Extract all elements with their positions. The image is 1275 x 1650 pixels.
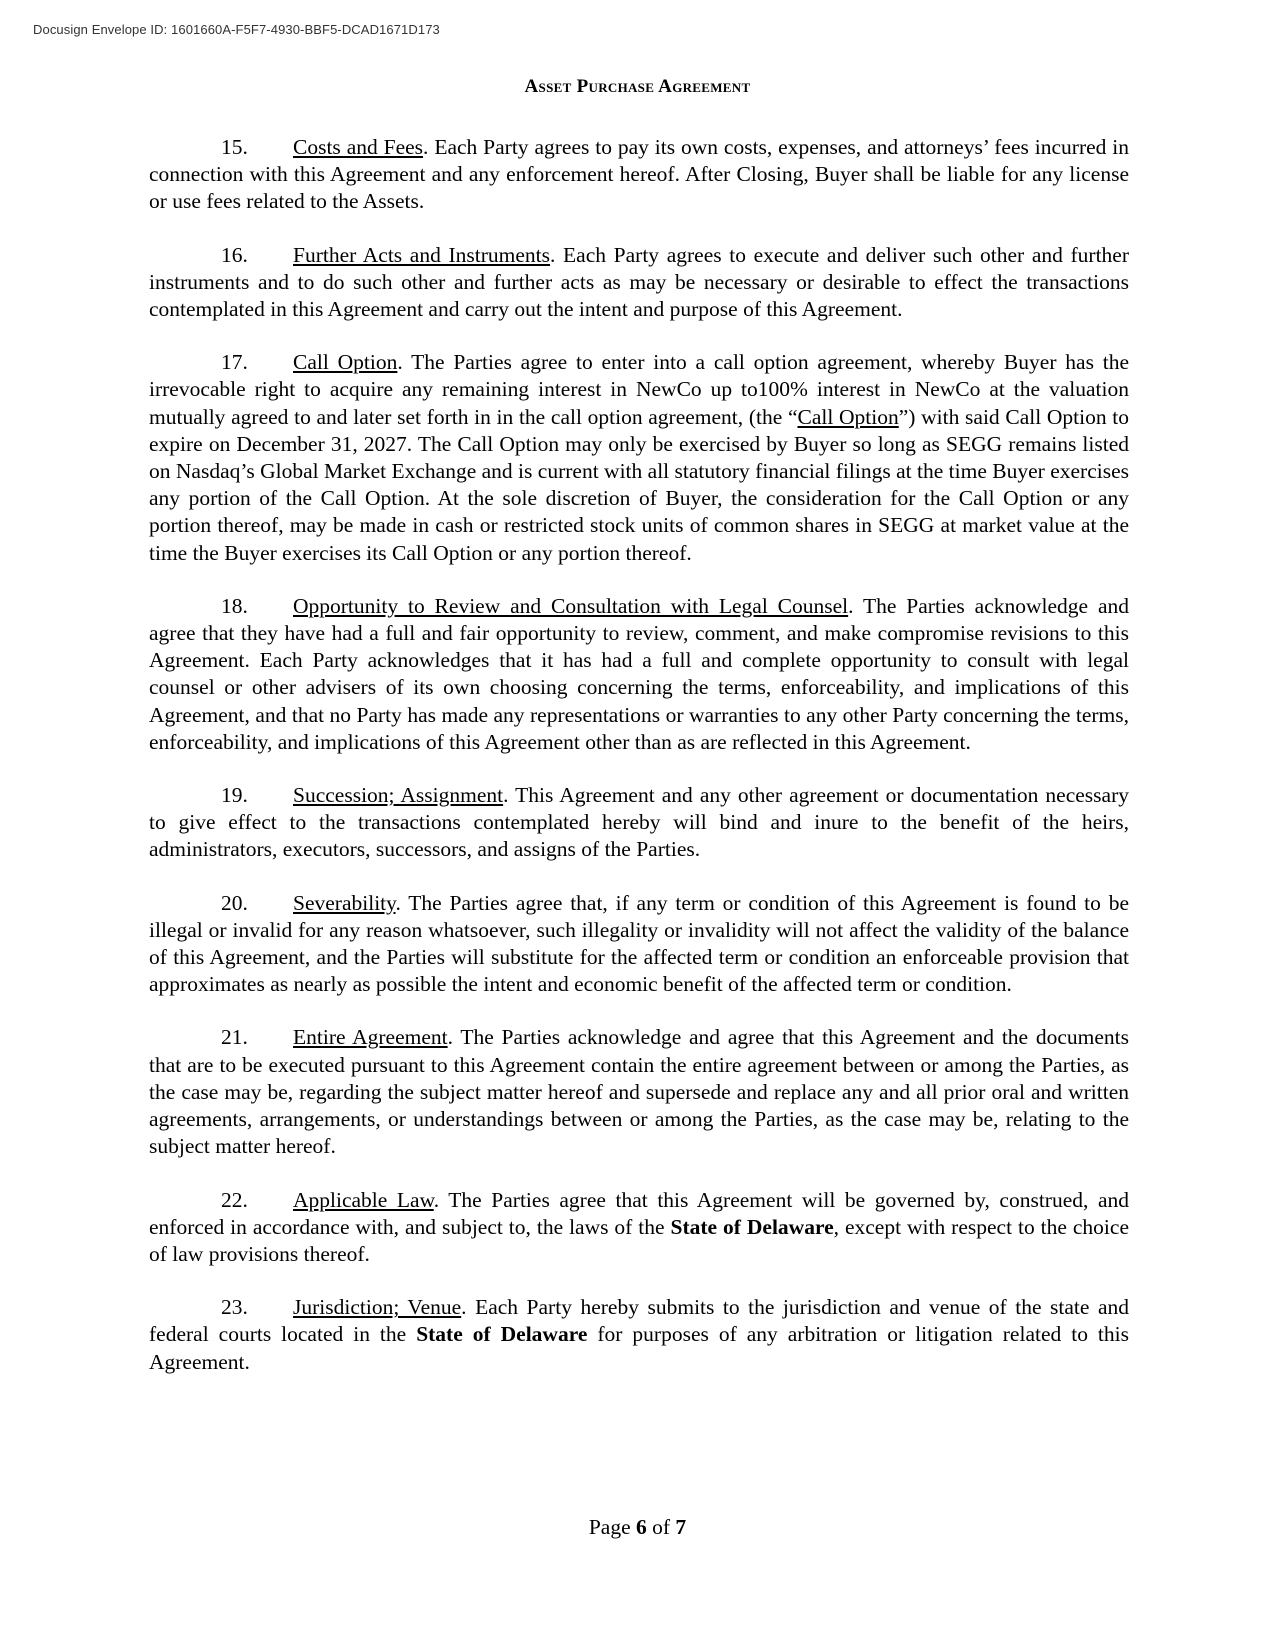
section-text: . Each Party hereby submits to the jurisdiction and venue of the state and federal courts located in the	[149, 1295, 1129, 1347]
section-heading: Applicable Law	[293, 1187, 434, 1212]
section-text: . The Parties agree that, if any term or condition of this Agreement is found to be illegal or invalid for any reason whatsoever, such illegality or invalidity will not affect the validity of the balance of this Agreement, and the Parties will substitute for the affected term or condition an enforceable provision that approximates as nearly as possible the intent and economic benefit of the affected term or condition.	[149, 890, 1129, 997]
section-19	[149, 782, 1129, 864]
page-number: 6	[636, 1515, 647, 1539]
page-label: Page	[588, 1515, 636, 1539]
section-number: 18.	[221, 593, 248, 618]
section-number: 20.	[221, 890, 248, 915]
section-text: . The Parties acknowledge and agree that they have had a full and fair opportunity to review, comment, and make compromise revisions to this Agreement. Each Party acknowledges that it has had a full and complete opportunity to consult with legal counsel or other advisers of its own choosing concerning the terms, enforceability, and implications of this Agreement, and that no Party has made any representations or warranties to any other Party concerning the terms, enforceability, and implications of this Agreement other than as are reflected in this Agreement.	[149, 593, 1129, 754]
section-heading: Costs and Fees	[293, 135, 424, 159]
defined-term: Call Option	[797, 404, 899, 429]
section-text: for purposes of any arbitration or litigation related to this Agreement.	[149, 1322, 1130, 1374]
section-text: . Each Party agrees to execute and deliver such other and further instruments and to do such other and further acts as may be necessary or desirable to effect the transactions contemplated in this Agreement and carry out the intent and purpose of this Agreement.	[149, 242, 1130, 322]
document-title: Asset Purchase Agreement	[524, 76, 751, 97]
section-20	[149, 890, 1129, 999]
section-16	[149, 242, 1129, 324]
section-22	[149, 1187, 1129, 1269]
section-number: 16.	[221, 242, 248, 267]
section-text: . The Parties agree that this Agreement will be governed by, construed, and enforced in accordance with, and subject to, the laws of the	[149, 1187, 1129, 1239]
section-heading: Severability	[293, 890, 396, 915]
section-heading: Succession; Assignment	[293, 783, 504, 808]
section-heading: Opportunity to Review and Consultation with Legal Counsel	[293, 593, 849, 618]
section-heading: Further Acts and Instruments	[293, 242, 551, 267]
section-heading: Jurisdiction; Venue	[293, 1295, 462, 1320]
section-17	[149, 349, 1129, 567]
section-number: 22.	[221, 1187, 248, 1212]
section-text: . Each Party agrees to pay its own costs, expenses, and attorneys’ fees incurred in connection with this Agreement and any enforcement hereof. After Closing, Buyer shall be liable for any license or use fees related to the Assets.	[149, 135, 1130, 214]
section-15	[149, 134, 1129, 216]
bold-jurisdiction: State of Delaware	[416, 1322, 588, 1347]
section-heading: Entire Agreement	[293, 1025, 448, 1050]
section-number: 23.	[221, 1295, 248, 1320]
document-body	[149, 134, 1129, 1402]
envelope-id: Docusign Envelope ID: 1601660A-F5F7-4930-BBF5-DCAD1671D173	[33, 22, 440, 37]
section-text: . The Parties acknowledge and agree that this Agreement and the documents that are to be executed pursuant to this Agreement contain the entire agreement between or among the Parties, as the case may be, regarding the subject matter hereof and supersede and replace any and all prior oral and written agreements, arrangements, or understandings between or among the Parties, as the case may be, relating to the subject matter hereof.	[149, 1025, 1129, 1159]
section-number: 19.	[221, 783, 248, 808]
section-number: 21.	[221, 1025, 248, 1050]
section-23	[149, 1294, 1129, 1376]
section-21	[149, 1024, 1129, 1160]
section-text: . The Parties agree to enter into a call option agreement, whereby Buyer has the irrevocable right to acquire any remaining interest in NewCo up to100% interest in NewCo at the valuation mutually agreed to and later set forth in in the call option agreement, (the “	[149, 350, 1129, 429]
section-number: 15.	[221, 135, 248, 159]
page-of-label: of	[646, 1515, 676, 1539]
section-number: 17.	[221, 350, 248, 375]
section-18	[149, 593, 1129, 756]
section-text: , except with respect to the choice of law provisions thereof.	[149, 1214, 1129, 1266]
bold-jurisdiction: State of Delaware	[670, 1214, 834, 1239]
page-total: 7	[675, 1515, 687, 1539]
section-text: . This Agreement and any other agreement or documentation necessary to give effect to the transactions contemplated hereby will bind and inure to the benefit of the heirs, administrators, executors, successors, and assigns of the Parties.	[149, 783, 1129, 862]
section-text: ”) with said Call Option to expire on December 31, 2027. The Call Option may only be exercised by Buyer so long as SEGG remains listed on Nasdaq’s Global Market Exchange and is current with all statutory financial filings at the time Buyer exercises any portion of the Call Option. At the sole discretion of Buyer, the consideration for the Call Option or any portion thereof, may be made in cash or restricted stock units of common shares in SEGG at market value at the time the Buyer exercises its Call Option or any portion thereof.	[149, 404, 1130, 565]
section-heading: Call Option	[293, 350, 398, 375]
page-footer	[0, 1515, 1275, 1540]
